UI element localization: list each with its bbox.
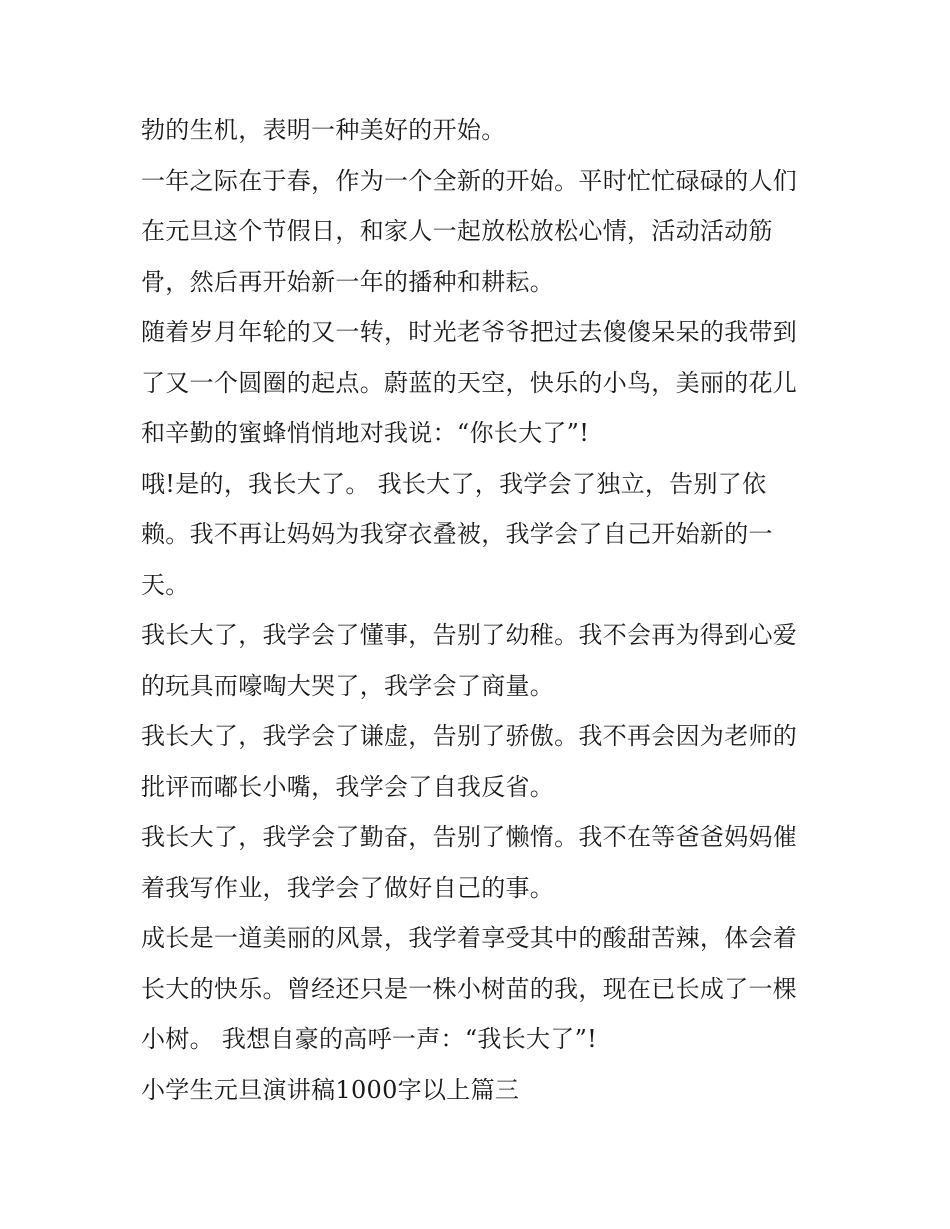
text-line: 成长是一道美丽的风景，我学着享受其中的酸甜苦辣，体会着 [141,924,798,952]
text-line: 了又一个圆圈的起点。蔚蓝的天空，快乐的小鸟，美丽的花儿 [141,369,798,397]
text-line: 天。 [141,571,190,599]
text-line: 我长大了，我学会了勤奋，告别了懒惰。我不在等爸爸妈妈催 [141,823,798,851]
text-line: 的玩具而嚎啕大哭了，我学会了商量。 [141,672,555,700]
text-line: 哦!是的，我长大了。 我长大了，我学会了独立，告别了依 [141,470,767,498]
text-line: 骨，然后再开始新一年的播种和耕耘。 [141,268,555,296]
text-line: 在元旦这个节假日，和家人一起放松放松心情，活动活动筋 [141,217,773,245]
text-line: 批评而嘟长小嘴，我学会了自我反省。 [141,773,555,801]
text-line: 小树。 我想自豪的高呼一声：“我长大了”! [141,1025,598,1053]
text-line: 随着岁月年轮的又一转，时光老爷爷把过去傻傻呆呆的我带到 [141,318,798,346]
text-line: 赖。我不再让妈妈为我穿衣叠被，我学会了自己开始新的一 [141,520,773,548]
text-line: 我长大了，我学会了懂事，告别了幼稚。我不会再为得到心爱 [141,621,798,649]
text-line: 我长大了，我学会了谦虚，告别了骄傲。我不再会因为老师的 [141,722,798,750]
text-line: 长大的快乐。曾经还只是一株小树苗的我，现在已长成了一棵 [141,975,798,1003]
text-line: 着我写作业，我学会了做好自己的事。 [141,874,555,902]
section-heading: 小学生元旦演讲稿1000字以上篇三 [141,1076,520,1104]
text-line: 勃的生机，表明一种美好的开始。 [141,116,506,144]
text-line: 和辛勤的蜜蜂悄悄地对我说：“你长大了”! [141,419,590,447]
text-line: 一年之际在于春，作为一个全新的开始。平时忙忙碌碌的人们 [141,167,798,195]
